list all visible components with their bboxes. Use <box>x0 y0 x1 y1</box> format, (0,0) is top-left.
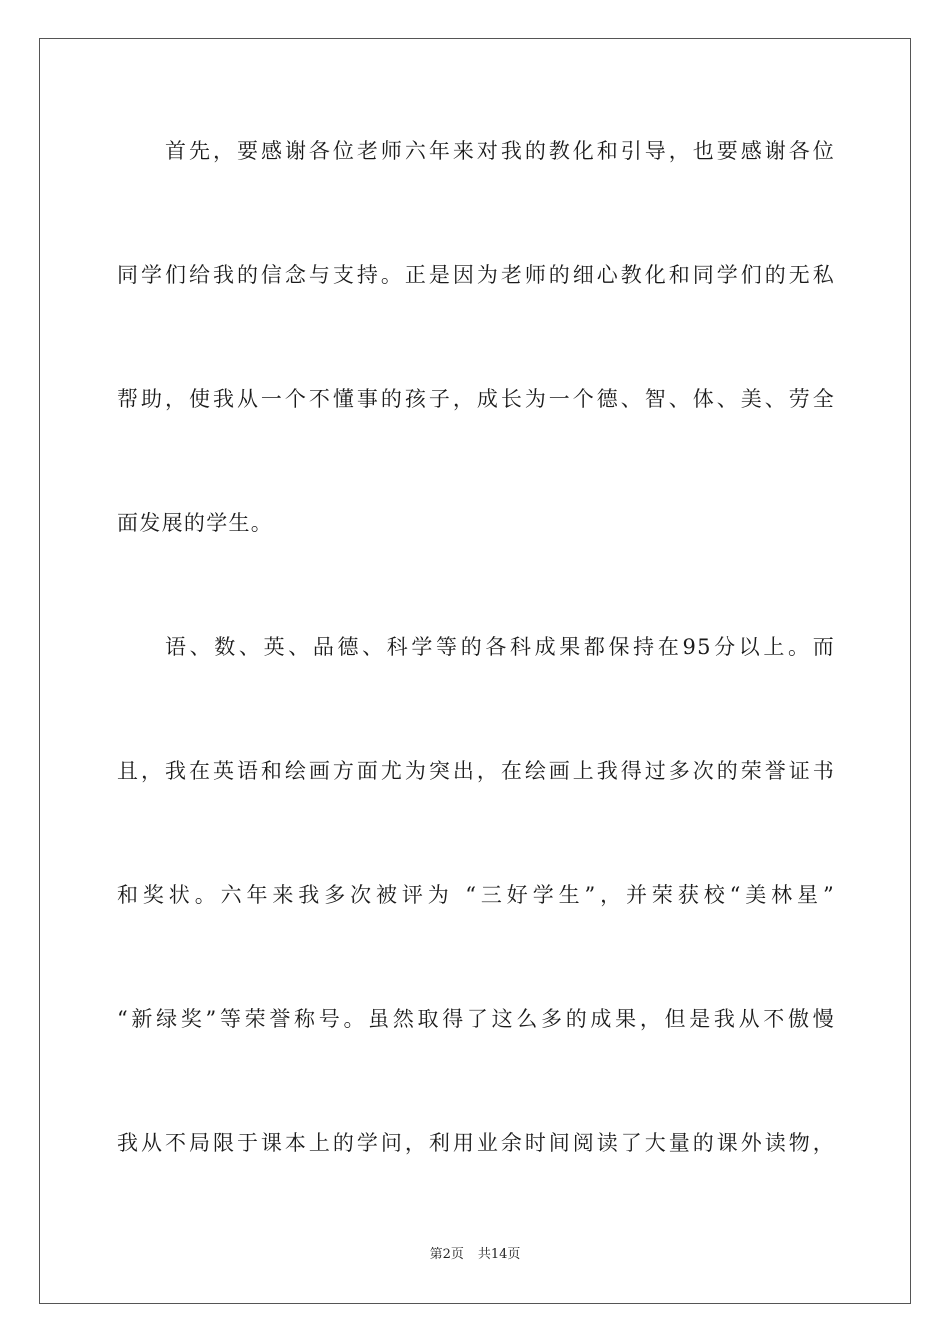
paragraph-line: 帮助，使我从一个不懂事的孩子，成长为一个德、智、体、美、劳全 <box>117 387 835 411</box>
paragraph-line: 和奖状。六年来我多次被评为 “三好学生”，并荣获校“美林星” <box>117 883 835 907</box>
page-number: 第2页 <box>429 1247 464 1262</box>
paragraph-line: 同学们给我的信念与支持。正是因为老师的细心教化和同学们的无私 <box>117 263 835 287</box>
page-total: 共14页 <box>477 1247 521 1262</box>
paragraph-line: 且，我在英语和绘画方面尤为突出，在绘画上我得过多次的荣誉证书 <box>117 759 835 783</box>
page-footer <box>0 1246 950 1264</box>
page-border <box>39 38 911 1304</box>
paragraph-line: 我从不局限于课本上的学问，利用业余时间阅读了大量的课外读物， <box>117 1131 835 1155</box>
paragraph-line: “新绿奖”等荣誉称号。虽然取得了这么多的成果，但是我从不傲慢 <box>117 1007 835 1031</box>
paragraph-line: 面发展的学生。 <box>117 511 274 535</box>
paragraph-line: 首先，要感谢各位老师六年来对我的教化和引导，也要感谢各位 <box>165 139 835 163</box>
paragraph-line: 语、数、英、品德、科学等的各科成果都保持在95分以上。而 <box>165 635 835 659</box>
